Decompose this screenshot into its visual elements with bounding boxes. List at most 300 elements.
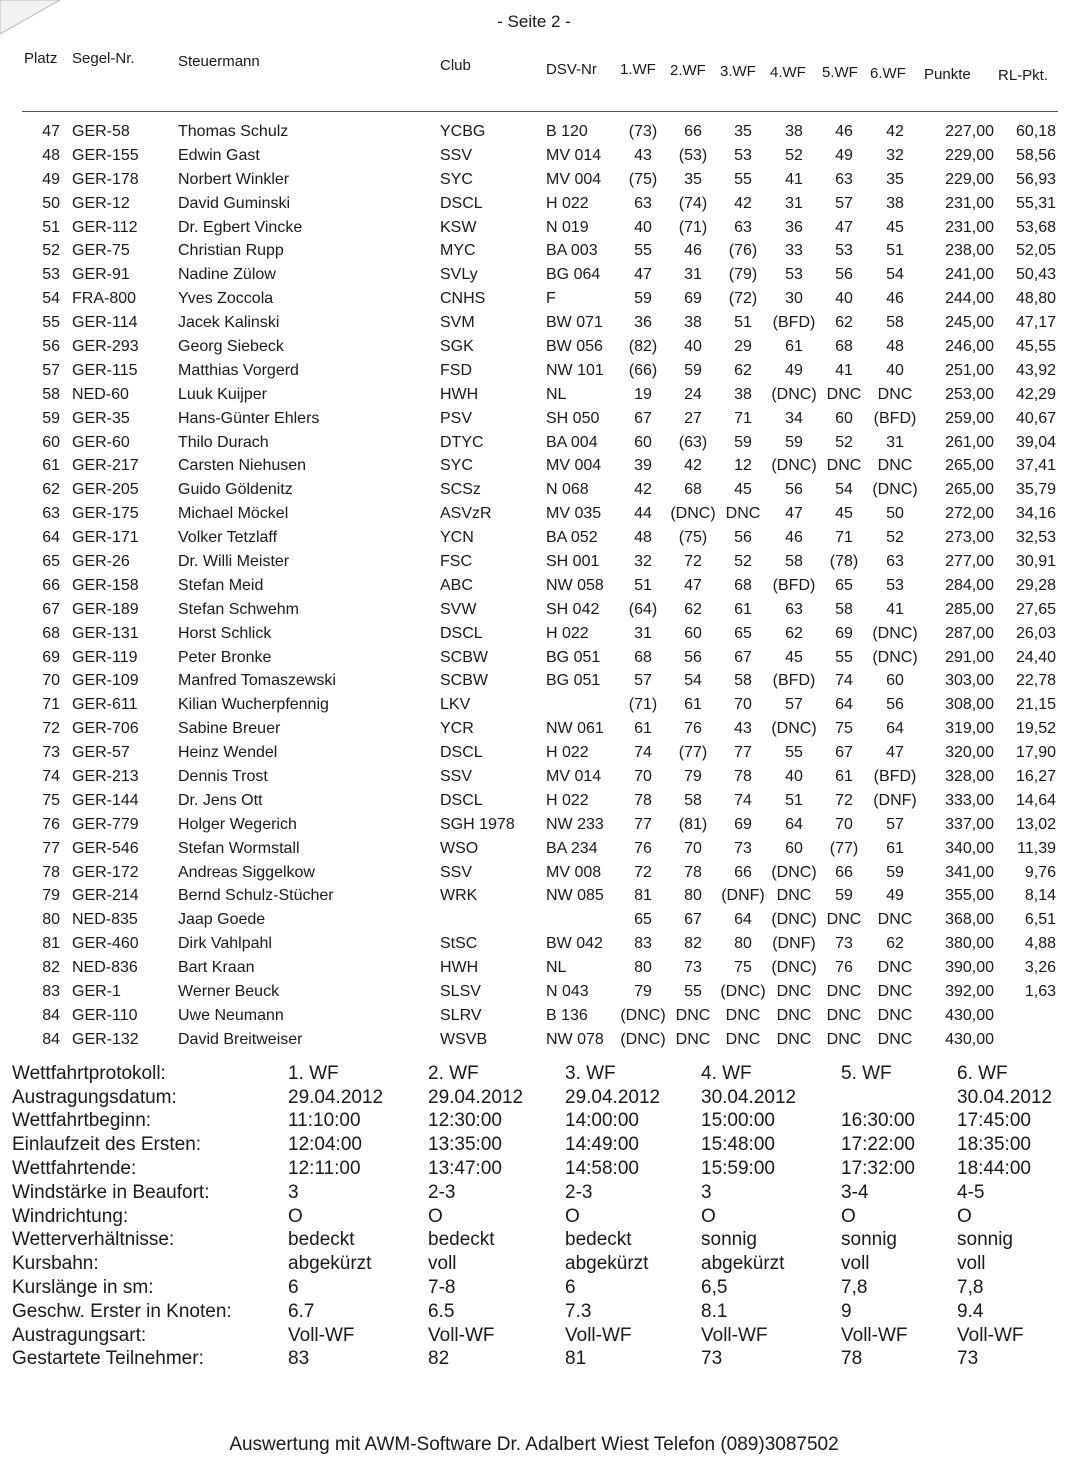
cell-wf1: 65 [634,911,652,929]
cell-wf5: 76 [835,959,853,977]
cell-wf4: 38 [785,122,803,140]
protocol-value-wf6: 73 [957,1348,979,1370]
result-row [22,502,1058,526]
protocol-value-wf6: 30.04.2012 [957,1086,1053,1108]
cell-wf2: (74) [678,194,708,212]
cell-rl-pkt: 19,52 [1015,720,1056,738]
cell-rl-pkt: 35,79 [1015,481,1056,499]
result-row [22,574,1058,598]
protocol-value-wf4: sonnig [701,1229,757,1251]
cell-wf2: 27 [684,409,702,427]
protocol-label: Geschw. Erster in Knoten: [12,1300,232,1322]
cell-steuermann: Dr. Willi Meister [178,552,290,570]
cell-wf3: 55 [734,170,752,188]
cell-punkte: 340,00 [945,839,994,857]
cell-segel-nr: GER-213 [72,767,139,785]
cell-wf2: 82 [684,935,702,953]
cell-steuermann: David Guminski [178,194,291,212]
cell-wf4: 57 [785,696,803,714]
cell-punkte: 303,00 [945,672,994,690]
protocol-value-wf3: 29.04.2012 [565,1086,661,1108]
cell-rl-pkt: 13,02 [1015,815,1056,833]
cell-club: HWH [440,385,479,403]
protocol-value-wf4: 6,5 [701,1277,728,1299]
cell-punkte: 277,00 [945,552,994,570]
cell-wf5: 47 [835,218,853,236]
cell-punkte: 355,00 [945,887,994,905]
cell-wf2: 60 [684,624,702,642]
protocol-value-wf2: O [428,1205,443,1227]
cell-wf1: 42 [634,481,652,499]
protocol-label: Wettfahrtprotokoll: [12,1062,166,1084]
cell-wf1: (75) [628,170,658,188]
cell-wf2: DNC [675,1006,711,1024]
col-header-segel-nr: Segel-Nr. [72,50,135,67]
cell-segel-nr: GER-115 [72,361,138,379]
cell-wf5: 58 [835,600,853,618]
protocol-value-wf5: O [841,1205,856,1227]
cell-dsv-nr: B 136 [546,1006,588,1024]
protocol-value-wf3: 81 [565,1348,587,1370]
cell-rl-pkt: 45,55 [1015,337,1056,355]
cell-wf2: 66 [684,122,702,140]
result-row [22,407,1058,431]
cell-wf1: 79 [634,983,652,1000]
cell-wf4: 36 [785,218,803,236]
cell-wf5: DNC [826,983,862,1000]
cell-dsv-nr: SH 042 [546,600,600,618]
cell-wf6: 41 [886,600,904,618]
cell-wf4: 33 [785,242,803,260]
cell-wf1: 83 [634,935,652,953]
protocol-value-wf1: 29.04.2012 [288,1086,384,1108]
protocol-value-wf1: Voll-WF [288,1324,355,1346]
cell-punkte: 273,00 [945,529,994,547]
cell-club: MYC [440,242,476,260]
cell-rl-pkt: 24,40 [1015,648,1056,666]
cell-wf5: 59 [835,887,853,905]
cell-wf1: 76 [634,839,652,857]
cell-steuermann: Stefan Wormstall [178,839,300,857]
cell-wf5: 71 [835,529,853,547]
cell-wf4: (BFD) [772,314,816,332]
cell-dsv-nr: H 022 [546,194,589,212]
cell-wf3: 45 [734,481,752,499]
cell-punkte: 328,00 [945,767,994,785]
protocol-value-wf3: 2-3 [565,1181,593,1203]
cell-rl-pkt: 16,27 [1015,767,1056,785]
cell-rl-pkt [996,1028,1058,1052]
cell-wf2: (77) [678,744,708,762]
cell-steuermann: Horst Schlick [178,624,272,642]
result-row [22,861,1058,885]
cell-steuermann: Dirk Vahlpahl [178,935,272,953]
protocol-value-wf4: 73 [701,1348,723,1370]
cell-wf1: 31 [634,624,652,642]
results-header-row [22,50,1058,112]
cell-punkte: 390,00 [945,959,994,977]
cell-segel-nr: GER-706 [72,720,139,738]
cell-wf5: 54 [835,481,853,499]
cell-platz: 69 [42,648,60,666]
cell-rl-pkt: 30,91 [1015,552,1056,570]
cell-wf3: 71 [734,409,752,427]
cell-wf5: 45 [835,505,853,523]
cell-punkte: 265,00 [945,481,994,499]
cell-segel-nr: NED-835 [72,911,138,929]
cell-club: StSC [440,935,478,953]
cell-wf1: 57 [634,672,652,690]
cell-wf6: (BFD) [873,767,917,785]
cell-dsv-nr: N 019 [546,218,589,236]
cell-wf6: (DNF) [873,791,917,809]
cell-steuermann: Nadine Zülow [178,266,276,284]
result-row [22,885,1058,909]
cell-wf6: DNC [877,457,913,475]
protocol-label: Einlaufzeit des Ersten: [12,1134,202,1156]
cell-platz: 59 [42,409,60,427]
cell-segel-nr: GER-26 [72,552,130,570]
cell-dsv-nr: MV 004 [546,170,602,188]
result-row [22,550,1058,574]
cell-wf1: 44 [634,505,652,523]
cell-wf1: 81 [634,887,652,905]
cell-platz: 84 [42,1006,60,1024]
cell-steuermann: Peter Bronke [178,648,272,666]
cell-wf6: 57 [886,815,904,833]
protocol-value-wf3: 14:58:00 [565,1158,639,1180]
cell-platz: 78 [42,863,60,881]
cell-wf5: 40 [835,290,853,308]
cell-wf3: 53 [734,146,752,164]
cell-wf4: 51 [785,791,803,809]
protocol-value-wf1: abgekürzt [288,1253,372,1275]
cell-punkte: 229,00 [945,146,994,164]
cell-wf2: DNC [675,1030,711,1048]
cell-wf4: 46 [785,529,803,547]
protocol-label: Gestartete Teilnehmer: [12,1348,204,1370]
cell-wf2: (75) [678,529,708,547]
cell-wf6: DNC [877,983,913,1000]
cell-segel-nr: GER-175 [72,505,139,523]
col-header-wf6: 6.WF [870,65,906,82]
cell-club: FSC [440,552,472,570]
cell-wf2: 24 [684,385,702,403]
cell-steuermann: Matthias Vorgerd [178,361,299,379]
cell-dsv-nr: NW 085 [546,887,604,905]
protocol-value-wf3: O [565,1205,580,1227]
cell-club: SYC [440,457,473,475]
cell-rl-pkt: 58,56 [1015,146,1056,164]
protocol-value-wf6: 4-5 [957,1181,985,1203]
cell-club: KSW [440,218,477,236]
cell-wf3: DNC [725,505,761,523]
cell-club: YCR [440,720,474,738]
cell-club: SCBW [440,672,488,690]
cell-platz: 51 [42,218,60,236]
cell-wf2: (DNC) [670,505,716,523]
cell-wf6: 64 [886,720,904,738]
cell-wf1: 39 [634,457,652,475]
cell-platz: 60 [42,433,60,451]
cell-punkte: 319,00 [945,720,994,738]
cell-wf3: 52 [734,552,752,570]
cell-wf2: 68 [684,481,702,499]
cell-steuermann: Kilian Wucherpfennig [178,696,329,714]
cell-segel-nr: GER-460 [72,935,139,953]
result-row [22,932,1058,956]
cell-segel-nr: GER-1 [72,983,121,1000]
cell-wf3: 69 [734,815,752,833]
cell-wf5: 67 [835,744,853,762]
cell-punkte: 261,00 [945,433,994,451]
cell-wf6: 49 [886,887,904,905]
cell-club: HWH [440,959,479,977]
cell-platz: 68 [42,624,60,642]
cell-wf1: 74 [634,744,652,762]
col-header-wf2: 2.WF [670,62,706,79]
cell-wf1: (DNC) [620,1006,666,1024]
cell-club: ABC [440,576,473,594]
cell-wf6: 54 [886,266,904,284]
cell-club: PSV [440,409,473,427]
cell-wf5: 75 [835,720,853,738]
page-number: - Seite 2 - [497,12,571,31]
cell-wf3: 29 [734,337,752,355]
cell-dsv-nr: B 120 [546,122,588,140]
cell-platz: 50 [42,194,60,212]
cell-club: DSCL [440,194,483,212]
cell-wf2: 67 [684,911,702,929]
cell-platz: 52 [42,242,60,260]
cell-steuermann: Georg Siebeck [178,337,284,355]
cell-segel-nr: GER-132 [72,1030,139,1048]
cell-rl-pkt: 29,28 [1015,576,1056,594]
protocol-row [10,1205,1060,1229]
cell-wf2: 69 [684,290,702,308]
protocol-value-wf4: 30.04.2012 [701,1086,797,1108]
protocol-row [10,1324,1060,1348]
cell-wf5: (77) [829,839,859,857]
cell-steuermann: Thilo Durach [178,433,269,451]
cell-platz: 66 [42,576,60,594]
cell-wf2: 55 [684,983,702,1000]
cell-wf5: 41 [835,361,853,379]
race-protocol-table [10,1062,1060,1371]
cell-wf2: 42 [684,457,702,475]
cell-platz: 57 [42,361,60,379]
cell-segel-nr: GER-155 [72,146,139,164]
col-header-steuermann: Steuermann [178,53,260,70]
cell-punkte: 244,00 [945,290,994,308]
cell-punkte: 380,00 [945,935,994,953]
cell-rl-pkt: 1,63 [1024,983,1056,1000]
cell-wf3: (76) [728,242,758,260]
cell-dsv-nr: MV 008 [546,863,602,881]
cell-punkte: 320,00 [945,744,994,762]
result-row [22,1028,1058,1052]
cell-wf4: DNC [776,1006,812,1024]
protocol-row [10,1086,1060,1110]
protocol-value-wf5: 17:32:00 [841,1158,915,1180]
cell-wf6: 50 [886,505,904,523]
results-body [22,112,1058,1052]
protocol-value-wf5: sonnig [841,1229,897,1251]
cell-rl-pkt: 17,90 [1015,744,1056,762]
cell-wf6: (DNC) [872,648,918,666]
cell-rl-pkt: 52,05 [1015,242,1056,260]
cell-wf6: 32 [886,146,904,164]
cell-wf2: 78 [684,863,702,881]
cell-segel-nr: GER-171 [72,529,139,547]
cell-wf6: 51 [886,242,904,260]
protocol-row [10,1133,1060,1157]
protocol-value-wf5: 5. WF [841,1062,892,1084]
result-row [22,168,1058,192]
cell-wf1: (66) [628,361,658,379]
cell-wf5: DNC [826,1006,862,1024]
col-header-wf5: 5.WF [822,64,858,81]
cell-segel-nr: GER-205 [72,481,139,499]
cell-wf4: (DNC) [771,863,817,881]
protocol-value-wf3: 3. WF [565,1062,616,1084]
cell-club: SSV [440,767,473,785]
protocol-value-wf6: 7,8 [957,1277,984,1299]
result-row [22,813,1058,837]
cell-punkte: 291,00 [945,648,994,666]
cell-steuermann: Bernd Schulz-Stücher [178,887,334,905]
result-row [22,311,1058,335]
cell-rl-pkt: 60,18 [1015,122,1056,140]
cell-wf1: 40 [634,218,652,236]
cell-wf1: 19 [634,385,652,403]
cell-wf4: (DNC) [771,385,817,403]
cell-wf4: (DNC) [771,911,817,929]
cell-dsv-nr: BW 056 [546,337,603,355]
result-row [22,192,1058,216]
cell-wf1: 78 [634,791,652,809]
cell-dsv-nr [544,908,618,932]
cell-steuermann: Manfred Tomaszewski [178,672,336,690]
cell-punkte: 285,00 [945,600,994,618]
cell-wf2: 62 [684,600,702,618]
protocol-value-wf5: 9 [841,1300,852,1322]
cell-steuermann: Andreas Siggelkow [178,863,315,881]
cell-platz: 81 [42,935,60,953]
cell-wf1: 48 [634,529,652,547]
cell-wf2: 72 [684,552,702,570]
cell-punkte: 392,00 [945,983,994,1000]
cell-steuermann: Thomas Schulz [178,122,289,140]
protocol-value-wf3: 7.3 [565,1300,592,1322]
cell-wf1: (DNC) [620,1030,666,1048]
cell-wf3: (79) [728,266,758,284]
cell-wf4: (DNF) [772,935,816,953]
cell-dsv-nr: NW 058 [546,576,604,594]
cell-dsv-nr: NL [546,385,567,403]
result-row [22,741,1058,765]
protocol-row [10,1157,1060,1181]
protocol-value-wf4: 4. WF [701,1062,752,1084]
cell-wf2: 80 [684,887,702,905]
cell-wf3: 68 [734,576,752,594]
protocol-value-wf4: 15:48:00 [701,1134,775,1156]
protocol-value-wf1: 6.7 [288,1300,315,1322]
cell-wf3: 64 [734,911,752,929]
cell-punkte: 241,00 [945,266,994,284]
cell-platz: 73 [42,744,60,762]
cell-punkte: 333,00 [945,791,994,809]
cell-segel-nr: GER-58 [72,122,130,140]
cell-wf4: 61 [785,337,803,355]
cell-wf6: 47 [886,744,904,762]
cell-steuermann: Hans-Günter Ehlers [178,409,320,427]
cell-punkte: 231,00 [945,218,994,236]
protocol-value-wf6: sonnig [957,1229,1013,1251]
col-header-club: Club [440,57,471,74]
protocol-value-wf4: 15:59:00 [701,1158,775,1180]
protocol-value-wf3: 14:49:00 [565,1134,639,1156]
cell-wf1: 43 [634,146,652,164]
result-row [22,837,1058,861]
cell-wf3: 63 [734,218,752,236]
cell-steuermann: Christian Rupp [178,242,284,260]
cell-steuermann: Michael Möckel [178,505,289,523]
cell-wf6: DNC [877,911,913,929]
col-header-wf4: 4.WF [770,64,806,81]
cell-wf3: 73 [734,839,752,857]
cell-segel-nr: GER-75 [72,242,130,260]
cell-wf4: DNC [776,1030,812,1048]
protocol-value-wf5: voll [841,1253,870,1275]
cell-dsv-nr: BG 051 [546,672,601,690]
cell-wf5: DNC [826,1030,862,1048]
cell-punkte: 341,00 [945,863,994,881]
result-row [22,669,1058,693]
cell-wf5: DNC [826,457,862,475]
cell-platz: 48 [42,146,60,164]
cell-dsv-nr: NW 101 [546,361,604,379]
cell-wf6: 58 [886,314,904,332]
protocol-label: Austragungsart: [12,1324,147,1346]
cell-wf2: 56 [684,648,702,666]
cell-wf5: 49 [835,146,853,164]
cell-rl-pkt: 37,41 [1015,457,1056,475]
cell-platz: 70 [42,672,60,690]
cell-club: YCN [440,529,474,547]
cell-wf3: 77 [734,744,752,762]
cell-wf6: 56 [886,696,904,714]
cell-wf4: (BFD) [772,576,816,594]
cell-dsv-nr: BG 064 [546,266,601,284]
result-row [22,478,1058,502]
cell-wf3: 78 [734,767,752,785]
protocol-label: Kurslänge in sm: [12,1277,154,1299]
cell-wf3: 51 [734,314,752,332]
cell-wf6: DNC [877,959,913,977]
result-row [22,956,1058,980]
cell-wf3: (DNC) [720,983,766,1000]
cell-wf2: (81) [678,815,708,833]
protocol-row [10,1110,1060,1134]
cell-club: WRK [440,887,478,905]
result-row [22,622,1058,646]
cell-wf2: 47 [684,576,702,594]
cell-wf5: 68 [835,337,853,355]
cell-club: ASVzR [440,505,492,523]
cell-steuermann: Jacek Kalinski [178,314,280,332]
protocol-value-wf1: 83 [288,1348,310,1370]
